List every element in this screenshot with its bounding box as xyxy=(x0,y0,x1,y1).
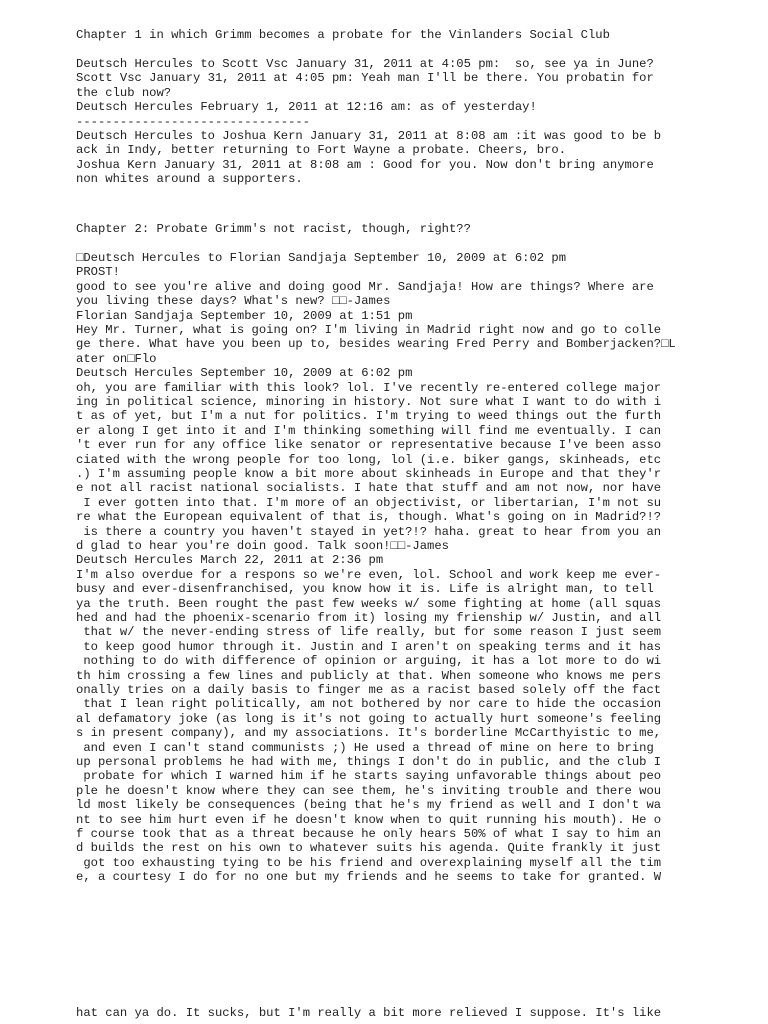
text-line: f course took that as a threat because he only hears 50% of what I say to him an xyxy=(76,827,662,841)
text-line: ya the truth. Been rought the past few weeks w/ some fighting at home (all squas xyxy=(76,596,662,611)
continuation-line: hat can ya do. It sucks, but I'm really a bit more relieved I suppose. It's like xyxy=(76,1006,662,1020)
text-line: ciated with the wrong people for too long, lol (i.e. biker gangs, skinheads, etc xyxy=(76,452,662,467)
text-line: Deutsch Hercules February 1, 2011 at 12:16 am: as of yesterday! xyxy=(76,100,537,115)
text-line: e not all racist national socialists. I hate that stuff and am not now, nor have xyxy=(76,481,662,496)
text-line: up personal problems he had with me, things I don't do in public, and the club I xyxy=(76,755,662,769)
text-line: -------------------------------- xyxy=(76,114,311,129)
text-line: to keep good humor through it. Justin and I aren't on speaking terms and it has xyxy=(76,639,662,654)
text-line: Deutsch Hercules to Joshua Kern January 31, 2011 at 8:08 am :it was good to be b xyxy=(76,129,662,143)
text-line: is there a country you haven't stayed in yet?!? haha. great to hear from you an xyxy=(76,524,662,539)
text-line: ater on□Flo xyxy=(76,351,157,366)
text-line: s in present company), and my associations. It's borderline McCarthyistic to me, xyxy=(76,726,662,741)
text-line: d glad to hear you're doin good. Talk soon!□□-James xyxy=(76,539,449,553)
text-line: t as of yet, but I'm a nut for politics. I'm trying to weed things out the furth xyxy=(76,409,662,424)
text-line: that I lean right politically, am not bothered by nor care to hide the occasion xyxy=(76,697,662,712)
text-line: hed and had the phoenix-scenario from it) losing my frienship w/ Justin, and all xyxy=(76,611,662,625)
text-line: oh, you are familiar with this look? lol. I've recently re-entered college major xyxy=(76,380,662,395)
text-line: I'm also overdue for a respons so we're even, lol. School and work keep me ever- xyxy=(76,567,662,582)
text-line: ple he doesn't know where they can see them, he's inviting trouble and there wou xyxy=(76,783,662,798)
text-line: Florian Sandjaja September 10, 2009 at 1:51 pm xyxy=(76,308,413,323)
text-line: PROST! xyxy=(76,265,120,280)
text-line: d builds the rest on his own to whatever suits his agenda. Quite frankly it just xyxy=(76,841,662,856)
text-line: Deutsch Hercules September 10, 2009 at 6:02 pm xyxy=(76,366,413,381)
text-line: □Deutsch Hercules to Florian Sandjaja September 10, 2009 at 6:02 pm xyxy=(76,251,567,265)
text-line: Deutsch Hercules March 22, 2011 at 2:36 pm xyxy=(76,553,384,568)
text-line: and even I can't stand communists ;) He used a thread of mine on here to bring xyxy=(76,740,654,755)
text-line: you living these days? What's new? □□-James xyxy=(76,294,391,309)
text-line: th him crossing a few lines and publicly at that. When someone who knows me pers xyxy=(76,668,662,683)
text-line: the club now? xyxy=(76,85,172,100)
text-line: Scott Vsc January 31, 2011 at 4:05 pm: Yeah man I'll be there. You probatin for xyxy=(76,71,654,86)
text-line: busy and ever-disenfranchised, you know how it is. Life is alright man, to tell xyxy=(76,582,654,597)
text-line: Joshua Kern January 31, 2011 at 8:08 am : Good for you. Now don't bring anymore xyxy=(76,157,654,172)
chapter-1-title: Chapter 1 in which Grimm becomes a probate for the Vinlanders Social Club xyxy=(76,28,610,42)
text-line: nt to see him hurt even if he doesn't know when to quit running his mouth). He o xyxy=(76,812,662,827)
text-line: good to see you're alive and doing good Mr. Sandjaja! How are things? Where are xyxy=(76,279,654,294)
chapter-2-title: Chapter 2: Probate Grimm's not racist, though, right?? xyxy=(76,222,471,236)
text-line: ing in political science, minoring in history. Not sure what I want to do with i xyxy=(76,395,662,409)
text-line: nothing to do with difference of opinion or arguing, it has a lot more to do wi xyxy=(76,654,662,669)
text-line: re what the European equivalent of that is, though. What's going on in Madrid?!? xyxy=(76,510,662,525)
text-line: ge there. What have you been up to, besides wearing Fred Perry and Bomberjacken?□L xyxy=(76,337,676,352)
text-line: al defamatory joke (as long is it's not going to actually hurt someone's feeling xyxy=(76,711,662,726)
text-line: onally tries on a daily basis to finger me as a racist based solely off the fact xyxy=(76,683,662,697)
text-line: e, a courtesy I do for no one but my friends and he seems to take for granted. W xyxy=(76,870,662,885)
text-line: Hey Mr. Turner, what is going on? I'm living in Madrid right now and go to colle xyxy=(76,323,662,337)
text-line: Deutsch Hercules to Scott Vsc January 31, 2011 at 4:05 pm: so, see ya in June? xyxy=(76,57,654,71)
text-line: er along I get into it and I'm thinking something will find me eventually. I can xyxy=(76,423,662,438)
text-line: probate for which I warned him if he starts saying unfavorable things about peo xyxy=(76,769,662,784)
text-line: 't ever run for any office like senator or representative because I've been asso xyxy=(76,438,662,453)
text-line: ld most likely be consequences (being that he's my friend as well and I don't wa xyxy=(76,798,662,813)
text-line: .) I'm assuming people know a bit more about skinheads in Europe and that they'r xyxy=(76,467,662,481)
text-line: that w/ the never-ending stress of life really, but for some reason I just seem xyxy=(76,625,662,640)
text-line: got too exhausting tying to be his friend and overexplaining myself all the tim xyxy=(76,855,662,870)
text-line: I ever gotten into that. I'm more of an objectivist, or libertarian, I'm not su xyxy=(76,495,662,510)
text-line: non whites around a supporters. xyxy=(76,172,303,187)
text-line: ack in Indy, better returning to Fort Wayne a probate. Cheers, bro. xyxy=(76,143,567,158)
